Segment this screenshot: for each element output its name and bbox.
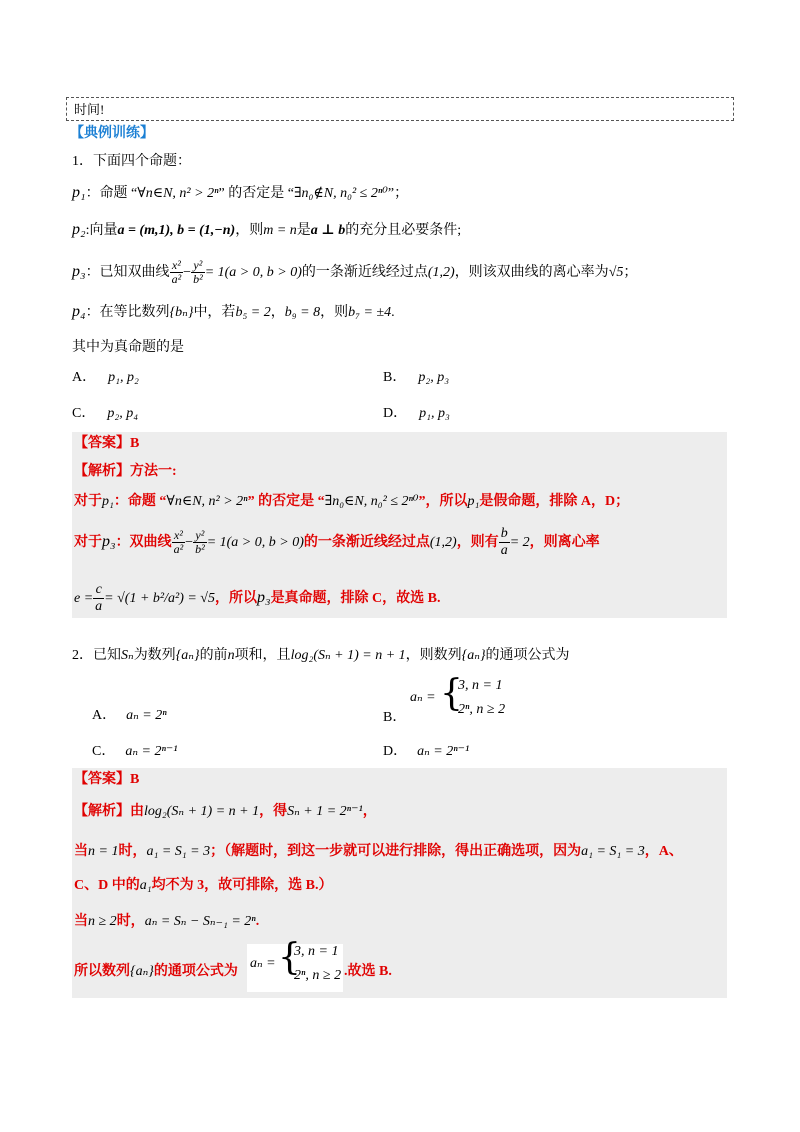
q2-option-a: A． aₙ = 2ⁿ: [92, 708, 167, 723]
p2-label: p₂: [72, 221, 86, 238]
q2-option-b-case2: 2ⁿ, n ≥ 2: [458, 702, 506, 717]
q2-option-c: C． aₙ = 2ⁿ⁻¹: [92, 744, 178, 759]
p2-text-d: 的充分且必要条件;: [345, 223, 462, 238]
q1-analysis-line1: 对于p₁：命题 “∀n∈N, n² > 2ⁿ” 的否定是 “∃n₀∈N, n₀² ≤ 2ⁿ⁰”，所以p₁是假命题，排除 A，D；: [74, 494, 630, 509]
q1-analysis-line3: e = $\frac{c}{a}$ = √(1 + b²/a²) = √5，所以p₃是真命题，排除 C，故选 B.: [74, 582, 441, 615]
time-label: 时间!: [74, 102, 105, 117]
q2-analysis-case1: 3, n = 1: [294, 944, 339, 959]
time-box: [66, 97, 734, 121]
p4-text-a: ：在等比数列: [85, 305, 170, 320]
q2-stem: 2．已知Sₙ为数列{aₙ}的前n项和，且log₂(Sₙ + 1) = n + 1，则数列{aₙ}的通项公式为: [72, 648, 570, 663]
p2-text-b: ，则: [235, 223, 264, 238]
p3-text-c: ，则该双曲线的离心率为: [454, 265, 609, 280]
q1-p4: [72, 302, 395, 323]
q2-option-b-case1: 3, n = 1: [458, 678, 503, 693]
p4-text-d: ，则: [320, 305, 349, 320]
p4-math-d: b₇ = ±4: [348, 305, 392, 320]
p3-math-c: √5: [608, 265, 624, 280]
q2-analysis-line5-end: .故选 B.: [344, 964, 392, 979]
p1-text-a: ：命题 “: [85, 186, 138, 201]
p1-text-c: ”；: [387, 186, 409, 201]
q2-option-b-letter: B．: [383, 710, 407, 725]
q2-analysis-line4: 当n ≥ 2时，aₙ = Sₙ − Sₙ₋₁ = 2ⁿ.: [74, 914, 260, 929]
q2-answer: 【答案】B: [74, 772, 140, 787]
p4-math-c: b₉ = 8: [284, 305, 321, 320]
q2-analysis-line1: 【解析】由log₂(Sₙ + 1) = n + 1，得Sₙ + 1 = 2ⁿ⁻¹，: [74, 804, 377, 819]
p4-math-b: b₅ = 2: [235, 305, 271, 320]
p3-label: p₃: [72, 263, 86, 280]
q2-analysis-brace: {: [278, 937, 301, 978]
p2-math-b: m = n: [263, 223, 297, 238]
q2-analysis-line2: 当n = 1时，a₁ = S₁ = 3；（解题时，到这一步就可以进行排除，得出正确选项，因为a₁ = S₁ = 3，A、: [74, 844, 683, 859]
p3-math-b: (1,2): [427, 265, 455, 280]
q1-option-a: A． p₁, p₂: [72, 370, 139, 385]
p1-math-a: ∀n∈N, n² > 2ⁿ: [137, 186, 219, 201]
p3-text-b: 的一条渐近线经过点: [301, 265, 428, 280]
p2-math-a: a = (m,1), b = (1,−n): [117, 223, 236, 238]
p4-text-e: .: [391, 305, 395, 320]
q2-option-b-brace: {: [440, 673, 463, 714]
p3-text-a: ：已知双曲线: [85, 265, 170, 280]
q1-p3: p₃：已知双曲线 $\frac{\text{x²}}{\text{a²}}$ − $\frac{\text{y²}}{\text{b²}}$ = 1(a > 0, b > 0)的一条渐近线经过点(1,2)，则该双曲线的离心率为√5；: [72, 258, 638, 287]
p1-label: p₁: [72, 184, 86, 201]
q1-answer: 【答案】B: [74, 436, 140, 451]
q1-question: 其中为真命题的是: [72, 340, 184, 355]
p4-text-c: ，: [270, 305, 285, 320]
p3-frac-y: $\frac{\text{y²}}{\text{b²}}$: [193, 258, 203, 287]
q2-analysis-case2: 2ⁿ, n ≥ 2: [294, 968, 342, 983]
p4-math-a: {bₙ}: [169, 305, 194, 320]
q1-p2: [72, 220, 461, 241]
q2-analysis-lhs: aₙ =: [250, 956, 276, 971]
section-title: 【典例训练】: [70, 126, 154, 141]
q2-option-b-lhs: aₙ =: [410, 690, 436, 705]
q1-analysis-head: 【解析】方法一:: [74, 464, 177, 479]
p2-text-a: :向量: [85, 223, 118, 238]
p2-text-c: 是: [296, 223, 311, 238]
q1-option-d: D． p₁, p₃: [383, 406, 450, 421]
q2-analysis-line5-a: 所以数列{aₙ}的通项公式为: [74, 964, 238, 979]
p3-math-a: = 1(a > 0, b > 0): [204, 265, 302, 280]
p3-frac-x: $\frac{\text{x²}}{\text{a²}}$: [171, 258, 182, 287]
q1-analysis-line2: 对于p₃：双曲线 $\frac{\text{x²}}{\text{a²}}$ − $\frac{\text{y²}}{\text{b²}}$ = 1(a > 0, b > 0)的一条渐近线经过点(1,2)，则有 $\frac{b}{a}$ = 2，则离心率: [74, 526, 600, 559]
p4-label: p₄: [72, 303, 86, 320]
q1-option-c: C． p₂, p₄: [72, 406, 139, 421]
q2-analysis-line3: C、D 中的a₁均不为 3，故可排除，选 B.）: [74, 878, 333, 893]
p2-math-c: a ⊥ b: [310, 223, 346, 238]
q1-stem: 1．下面四个命题：: [72, 154, 191, 169]
p4-text-b: 中，若: [193, 305, 236, 320]
p1-text-b: ” 的否定是 “: [218, 186, 294, 201]
p1-math-b: ∃n₀∉N, n₀² ≤ 2ⁿ⁰: [293, 186, 388, 201]
q2-option-d: D． aₙ = 2ⁿ⁻¹: [383, 744, 470, 759]
q1-option-b: B． p₂, p₃: [383, 370, 450, 385]
p3-text-d: ；: [623, 265, 638, 280]
q1-p1: [72, 183, 408, 204]
